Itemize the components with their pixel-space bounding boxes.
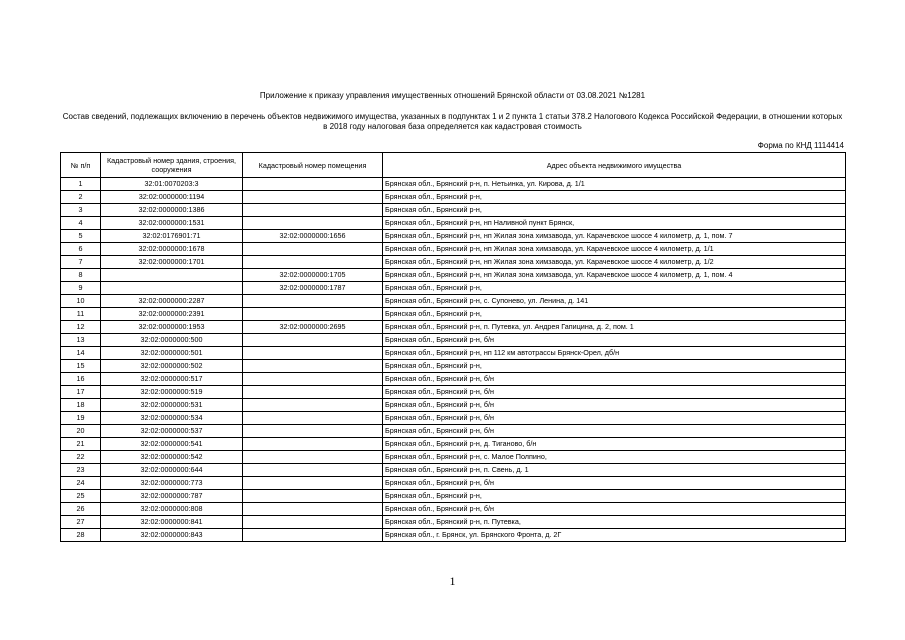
table-row: [61, 282, 846, 295]
room-cadastral-cell: [243, 438, 383, 451]
table-row: [61, 464, 846, 477]
row-number-cell: 16: [61, 373, 101, 386]
row-number-cell: 18: [61, 399, 101, 412]
room-cadastral-cell: [243, 308, 383, 321]
building-cadastral-cell: [101, 282, 243, 295]
building-cadastral-cell: 32:01:0070203:3: [101, 178, 243, 191]
room-cadastral-cell: [243, 412, 383, 425]
table-row: [61, 295, 846, 308]
room-cadastral-cell: [243, 464, 383, 477]
room-cadastral-cell: 32:02:0000000:1787: [243, 282, 383, 295]
appendix-title: Приложение к приказу управления имущественных отношений Брянской области от 03.08.2021 №1281: [259, 91, 646, 100]
building-cadastral-cell: 32:02:0000000:1531: [101, 217, 243, 230]
room-cadastral-cell: 32:02:0000000:1656: [243, 230, 383, 243]
room-cadastral-cell: [243, 295, 383, 308]
table-row: [61, 217, 846, 230]
address-cell: Брянская обл., Брянский р-н,: [383, 282, 846, 295]
building-cadastral-cell: 32:02:0000000:517: [101, 373, 243, 386]
row-number-cell: 12: [61, 321, 101, 334]
building-cadastral-cell: 32:02:0176901:71: [101, 230, 243, 243]
table-row: [61, 269, 846, 282]
building-cadastral-cell: 32:02:0000000:1386: [101, 204, 243, 217]
row-number-cell: 17: [61, 386, 101, 399]
row-number-cell: 8: [61, 269, 101, 282]
row-number-cell: 23: [61, 464, 101, 477]
building-cadastral-cell: 32:02:0000000:531: [101, 399, 243, 412]
table-row: [61, 204, 846, 217]
building-cadastral-cell: 32:02:0000000:1953: [101, 321, 243, 334]
row-number-cell: 11: [61, 308, 101, 321]
building-cadastral-cell: 32:02:0000000:2287: [101, 295, 243, 308]
room-cadastral-cell: [243, 477, 383, 490]
row-number-cell: 19: [61, 412, 101, 425]
building-cadastral-cell: 32:02:0000000:773: [101, 477, 243, 490]
address-cell: Брянская обл., Брянский р-н, п. Свень, д. 1: [383, 464, 846, 477]
address-cell: Брянская обл., Брянский р-н, нп Жилая зона химзавода, ул. Карачевское шоссе 4 километр, д. 1/1: [383, 243, 846, 256]
building-cadastral-cell: 32:02:0000000:841: [101, 516, 243, 529]
table-row: [61, 308, 846, 321]
row-number-cell: 26: [61, 503, 101, 516]
document-title: Состав сведений, подлежащих включению в перечень объектов недвижимого имущества, указанных в подпунктах 1 и 2 пункта 1 статьи 378.2 Налогового Кодекса Российской Федерации, в отношении которых в 2018 году налоговая база определяется как кадастровая стоимость: [62, 112, 843, 131]
row-number-cell: 13: [61, 334, 101, 347]
table-body: [61, 178, 846, 542]
building-cadastral-cell: 32:02:0000000:644: [101, 464, 243, 477]
table-row: [61, 321, 846, 334]
table-row: [61, 399, 846, 412]
address-cell: Брянская обл., Брянский р-н, нп Наливной пункт Брянск,: [383, 217, 846, 230]
table-row: [61, 347, 846, 360]
room-cadastral-cell: [243, 334, 383, 347]
address-cell: Брянская обл., Брянский р-н, б/н: [383, 503, 846, 516]
row-number-cell: 27: [61, 516, 101, 529]
building-cadastral-cell: 32:02:0000000:1194: [101, 191, 243, 204]
row-number-cell: 10: [61, 295, 101, 308]
row-number-cell: 22: [61, 451, 101, 464]
address-cell: Брянская обл., Брянский р-н, б/н: [383, 334, 846, 347]
address-cell: Брянская обл., Брянский р-н, п. Путевка,: [383, 516, 846, 529]
building-cadastral-cell: 32:02:0000000:534: [101, 412, 243, 425]
building-cadastral-cell: 32:02:0000000:1678: [101, 243, 243, 256]
room-cadastral-cell: [243, 529, 383, 542]
room-cadastral-cell: [243, 178, 383, 191]
form-code: Форма по КНД 1114414: [757, 141, 844, 150]
building-cadastral-cell: 32:02:0000000:500: [101, 334, 243, 347]
address-cell: Брянская обл., Брянский р-н, б/н: [383, 425, 846, 438]
room-cadastral-cell: [243, 360, 383, 373]
table-row: [61, 412, 846, 425]
column-header-number: № п/п: [61, 153, 101, 178]
building-cadastral-cell: [101, 269, 243, 282]
address-cell: Брянская обл., г. Брянск, ул. Брянского Фронта, д. 2Г: [383, 529, 846, 542]
row-number-cell: 5: [61, 230, 101, 243]
address-cell: Брянская обл., Брянский р-н, б/н: [383, 412, 846, 425]
address-cell: Брянская обл., Брянский р-н, с. Малое Полпино,: [383, 451, 846, 464]
room-cadastral-cell: [243, 451, 383, 464]
address-cell: Брянская обл., Брянский р-н, д. Тиганово, б/н: [383, 438, 846, 451]
building-cadastral-cell: 32:02:0000000:541: [101, 438, 243, 451]
address-cell: Брянская обл., Брянский р-н, б/н: [383, 477, 846, 490]
building-cadastral-cell: 32:02:0000000:542: [101, 451, 243, 464]
row-number-cell: 15: [61, 360, 101, 373]
table-row: [61, 477, 846, 490]
address-cell: Брянская обл., Брянский р-н, нп Жилая зона химзавода, ул. Карачевское шоссе 4 километр, д. 1, пом. 7: [383, 230, 846, 243]
address-cell: Брянская обл., Брянский р-н, б/н: [383, 399, 846, 412]
table-header-row: [61, 153, 846, 178]
room-cadastral-cell: [243, 516, 383, 529]
table-row: [61, 490, 846, 503]
room-cadastral-cell: [243, 386, 383, 399]
column-header-building-cadastral: Кадастровый номер здания, строения, сооружения: [101, 153, 243, 178]
building-cadastral-cell: 32:02:0000000:2391: [101, 308, 243, 321]
address-cell: Брянская обл., Брянский р-н, б/н: [383, 386, 846, 399]
building-cadastral-cell: 32:02:0000000:519: [101, 386, 243, 399]
table-row: [61, 191, 846, 204]
room-cadastral-cell: [243, 243, 383, 256]
row-number-cell: 7: [61, 256, 101, 269]
room-cadastral-cell: [243, 373, 383, 386]
address-cell: Брянская обл., Брянский р-н, п. Путевка, ул. Андрея Гапицина, д. 2, пом. 1: [383, 321, 846, 334]
room-cadastral-cell: [243, 217, 383, 230]
room-cadastral-cell: [243, 503, 383, 516]
table-row: [61, 451, 846, 464]
row-number-cell: 14: [61, 347, 101, 360]
table-row: [61, 516, 846, 529]
room-cadastral-cell: [243, 399, 383, 412]
row-number-cell: 25: [61, 490, 101, 503]
address-cell: Брянская обл., Брянский р-н,: [383, 191, 846, 204]
room-cadastral-cell: 32:02:0000000:2695: [243, 321, 383, 334]
table-row: [61, 256, 846, 269]
column-header-room-cadastral: Кадастровый номер помещения: [243, 153, 383, 178]
column-header-address: Адрес объекта недвижимого имущества: [383, 153, 846, 178]
table-row: [61, 178, 846, 191]
room-cadastral-cell: 32:02:0000000:1705: [243, 269, 383, 282]
address-cell: Брянская обл., Брянский р-н, нп Жилая зона химзавода, ул. Карачевское шоссе 4 километр, д. 1/2: [383, 256, 846, 269]
table-row: [61, 243, 846, 256]
building-cadastral-cell: 32:02:0000000:502: [101, 360, 243, 373]
building-cadastral-cell: 32:02:0000000:537: [101, 425, 243, 438]
row-number-cell: 24: [61, 477, 101, 490]
table-row: [61, 503, 846, 516]
room-cadastral-cell: [243, 256, 383, 269]
room-cadastral-cell: [243, 191, 383, 204]
row-number-cell: 28: [61, 529, 101, 542]
building-cadastral-cell: 32:02:0000000:808: [101, 503, 243, 516]
building-cadastral-cell: 32:02:0000000:787: [101, 490, 243, 503]
address-cell: Брянская обл., Брянский р-н, с. Супонево, ул. Ленина, д. 141: [383, 295, 846, 308]
address-cell: Брянская обл., Брянский р-н,: [383, 308, 846, 321]
address-cell: Брянская обл., Брянский р-н,: [383, 204, 846, 217]
address-cell: Брянская обл., Брянский р-н, нп 112 км автотрассы Брянск-Орел, дб/н: [383, 347, 846, 360]
row-number-cell: 21: [61, 438, 101, 451]
row-number-cell: 20: [61, 425, 101, 438]
room-cadastral-cell: [243, 490, 383, 503]
building-cadastral-cell: 32:02:0000000:843: [101, 529, 243, 542]
table-row: [61, 438, 846, 451]
address-cell: Брянская обл., Брянский р-н, п. Нетьинка, ул. Кирова, д. 1/1: [383, 178, 846, 191]
table-row: [61, 360, 846, 373]
room-cadastral-cell: [243, 425, 383, 438]
room-cadastral-cell: [243, 347, 383, 360]
table-row: [61, 425, 846, 438]
room-cadastral-cell: [243, 204, 383, 217]
row-number-cell: 3: [61, 204, 101, 217]
table-row: [61, 529, 846, 542]
address-cell: Брянская обл., Брянский р-н, б/н: [383, 373, 846, 386]
address-cell: Брянская обл., Брянский р-н, нп Жилая зона химзавода, ул. Карачевское шоссе 4 километр, д. 1, пом. 4: [383, 269, 846, 282]
table-row: [61, 230, 846, 243]
row-number-cell: 6: [61, 243, 101, 256]
page-number: 1: [449, 574, 456, 588]
building-cadastral-cell: 32:02:0000000:1701: [101, 256, 243, 269]
table-row: [61, 386, 846, 399]
property-table: [60, 152, 846, 542]
row-number-cell: 9: [61, 282, 101, 295]
row-number-cell: 2: [61, 191, 101, 204]
row-number-cell: 1: [61, 178, 101, 191]
address-cell: Брянская обл., Брянский р-н,: [383, 360, 846, 373]
table-row: [61, 334, 846, 347]
table-row: [61, 373, 846, 386]
building-cadastral-cell: 32:02:0000000:501: [101, 347, 243, 360]
address-cell: Брянская обл., Брянский р-н,: [383, 490, 846, 503]
row-number-cell: 4: [61, 217, 101, 230]
